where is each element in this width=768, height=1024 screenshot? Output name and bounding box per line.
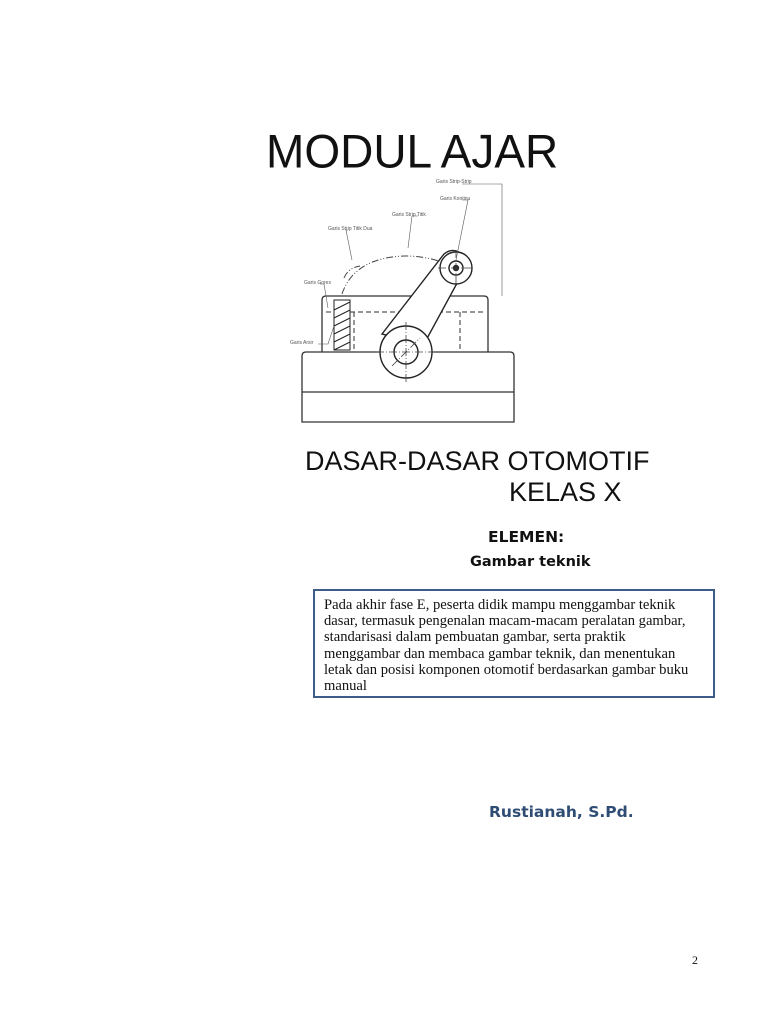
module-title: MODUL AJAR: [266, 124, 559, 178]
learning-objective-text: Pada akhir fase E, peserta didik mampu menggambar teknik dasar, termasuk pengenalan macam-macam peralatan gambar, standarisasi dalam pembuatan gambar, serta praktik menggambar dan membaca gambar teknik, dan menentukan letak dan posisi komponen otomotif berdasarkan gambar buku manual: [324, 597, 689, 695]
learning-objective-box: [313, 589, 715, 698]
link-arm: [380, 250, 472, 378]
element-label: ELEMEN:: [488, 528, 565, 546]
element-value: Gambar teknik: [470, 554, 591, 570]
page-number: 2: [692, 953, 698, 967]
label-strip-strip: Garis Strip-Strip: [436, 179, 472, 185]
hatched-section: [334, 300, 350, 350]
grade-heading: KELAS X: [509, 477, 622, 507]
technical-drawing-figure: [284, 176, 530, 428]
label-strip-titik: Garis Strip Titik: [392, 212, 426, 218]
author-name: Rustianah, S.Pd.: [489, 803, 634, 821]
label-gores: Garis Gores: [304, 280, 331, 286]
label-kontinu: Garis Kontinu: [440, 196, 471, 202]
label-arsir: Garis Arsir: [290, 340, 314, 346]
subject-heading: DASAR-DASAR OTOMOTIF: [305, 446, 650, 476]
label-strip-titik-dua: Garis Strip Titik Dua: [328, 226, 373, 232]
